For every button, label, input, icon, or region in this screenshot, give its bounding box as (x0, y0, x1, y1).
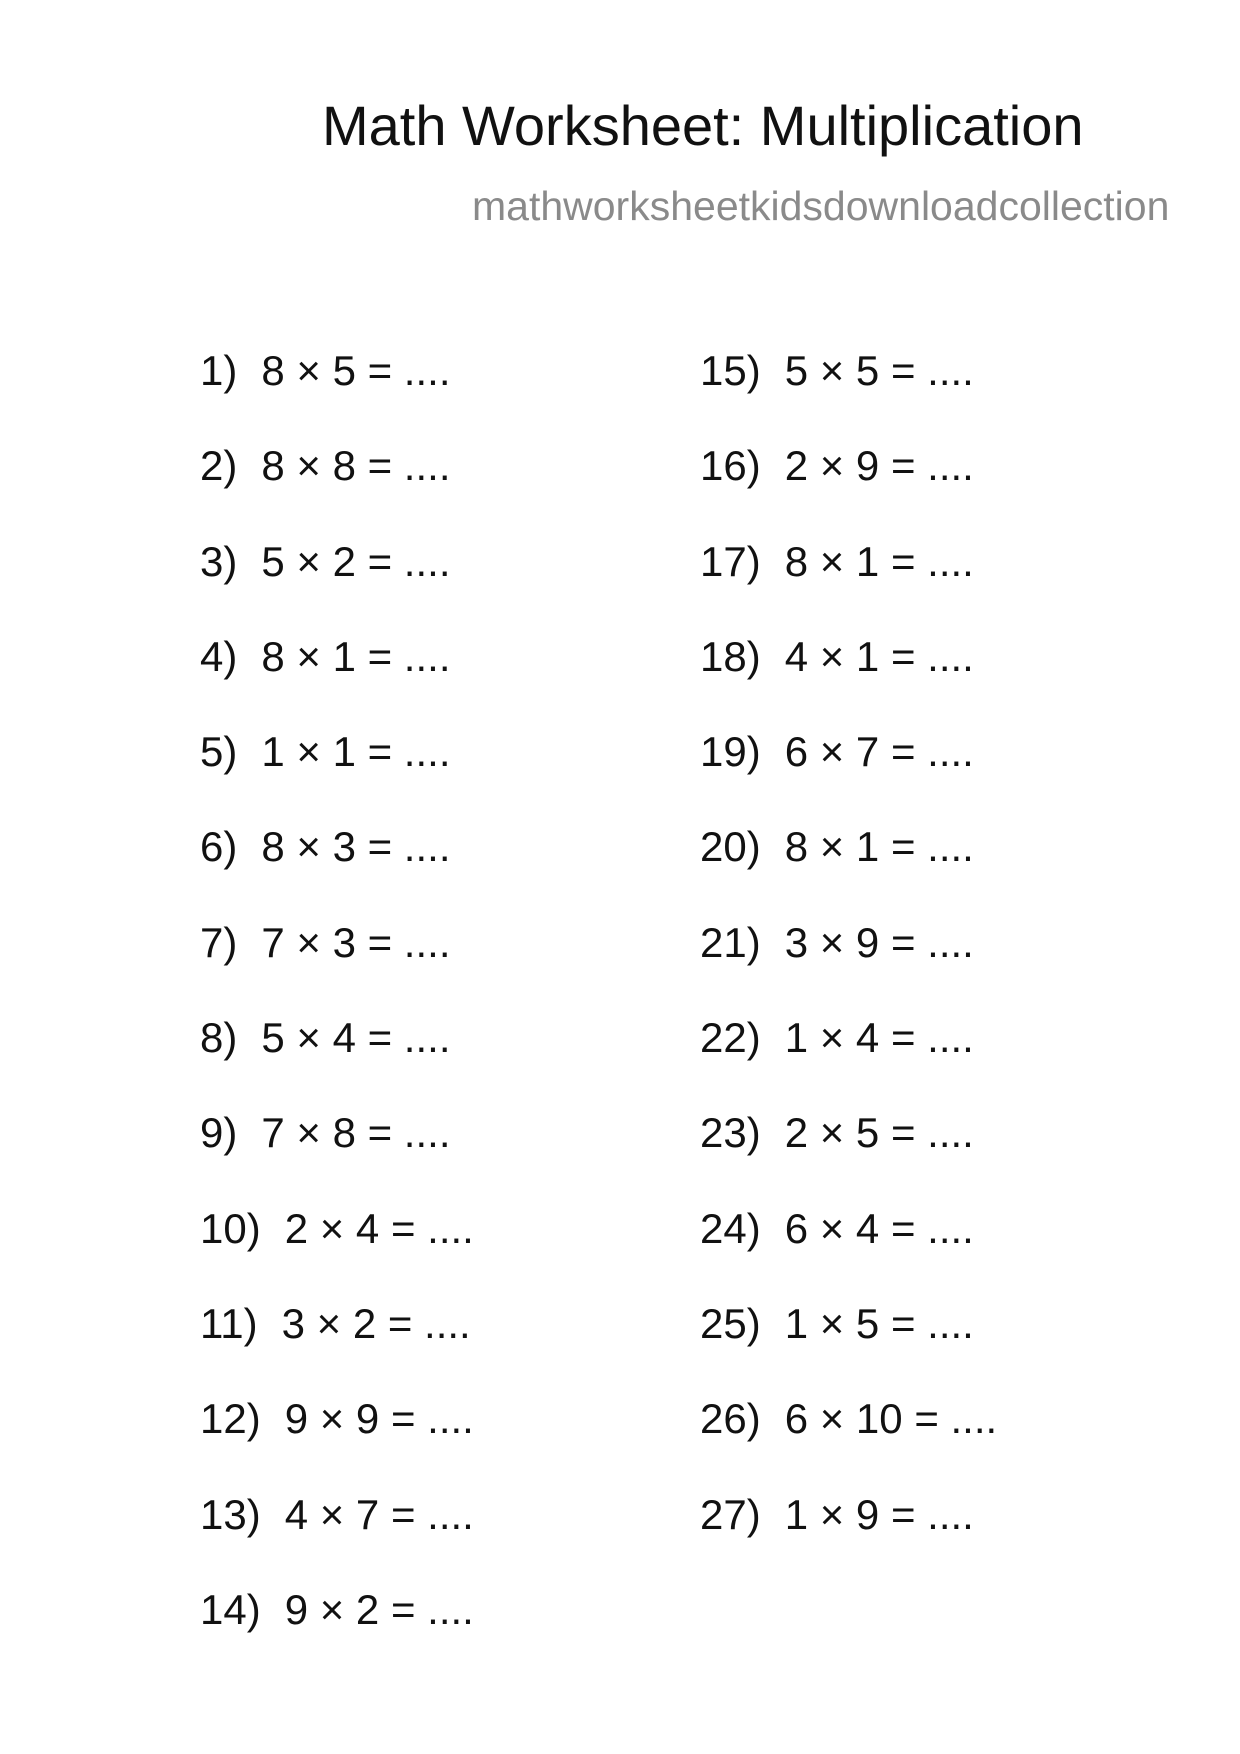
problem-number: 26) (700, 1395, 761, 1443)
problem-item (200, 1204, 474, 1303)
problem-number: 10) (200, 1204, 261, 1252)
problem-item (200, 918, 474, 1017)
problem-expression: 5 × 4 = .... (261, 1014, 451, 1062)
problem-number: 7) (200, 918, 238, 966)
problem-expression: 9 × 2 = .... (284, 1585, 474, 1633)
problem-number: 18) (700, 632, 761, 680)
problem-expression: 8 × 1 = .... (784, 537, 974, 585)
problem-expression: 3 × 2 = .... (281, 1299, 471, 1347)
problem-number: 11) (200, 1299, 258, 1347)
problem-item (700, 442, 997, 540)
problem-expression: 5 × 2 = .... (261, 537, 451, 585)
problem-expression: 8 × 3 = .... (261, 823, 451, 871)
problem-item (200, 632, 474, 731)
problem-expression: 2 × 5 = .... (784, 1109, 974, 1157)
problem-number: 14) (200, 1585, 261, 1633)
problem-number: 13) (200, 1490, 261, 1538)
problem-expression: 1 × 5 = .... (784, 1299, 974, 1347)
problem-number: 20) (700, 823, 761, 871)
problem-item (200, 1109, 474, 1207)
problem-column-right (700, 347, 998, 1589)
problem-item (200, 1014, 474, 1112)
problem-item (200, 823, 474, 921)
problem-number: 22) (700, 1014, 761, 1062)
problem-number: 5) (200, 728, 238, 776)
problem-item (700, 1204, 997, 1303)
problem-item (200, 537, 474, 636)
problem-item (700, 1490, 997, 1589)
problem-number: 16) (700, 442, 761, 490)
problem-number: 6) (200, 823, 238, 871)
problem-number: 12) (200, 1395, 261, 1443)
problem-expression: 6 × 4 = .... (784, 1204, 974, 1252)
problem-item (700, 537, 997, 636)
problem-item (700, 918, 997, 1017)
problem-item (700, 728, 997, 826)
problem-item (700, 1299, 997, 1398)
problem-expression: 2 × 9 = .... (784, 442, 974, 490)
problem-expression: 4 × 7 = .... (284, 1490, 474, 1538)
problem-item (200, 1299, 474, 1398)
problem-item (200, 442, 474, 540)
problem-expression: 6 × 7 = .... (784, 728, 974, 776)
problem-number: 8) (200, 1014, 238, 1062)
problem-number: 4) (200, 632, 238, 680)
problem-expression: 8 × 8 = .... (261, 442, 451, 490)
problem-number: 21) (700, 918, 761, 966)
problem-number: 2) (200, 442, 238, 490)
problem-number: 27) (700, 1490, 761, 1538)
problem-number: 23) (700, 1109, 761, 1157)
problem-expression: 1 × 1 = .... (261, 728, 451, 776)
problem-expression: 3 × 9 = .... (784, 918, 974, 966)
site-name: mathworksheetkidsdownloadcollection (472, 183, 1170, 229)
problem-expression: 1 × 9 = .... (784, 1490, 974, 1538)
problem-number: 15) (700, 347, 761, 394)
problem-item (200, 1395, 474, 1493)
problem-expression: 8 × 1 = .... (784, 823, 974, 871)
problem-item (700, 347, 997, 445)
problem-expression: 7 × 8 = .... (261, 1109, 451, 1157)
problem-item (200, 1490, 474, 1589)
problem-expression: 8 × 1 = .... (261, 632, 451, 680)
problem-expression: 2 × 4 = .... (284, 1204, 474, 1252)
problem-expression: 7 × 3 = .... (261, 918, 451, 966)
problem-number: 24) (700, 1204, 761, 1252)
problem-item (200, 347, 474, 445)
problem-item (700, 823, 997, 921)
problem-expression: 8 × 5 = .... (261, 347, 451, 394)
problem-number: 9) (200, 1109, 238, 1157)
problem-item (200, 1585, 474, 1684)
problem-item (700, 1109, 997, 1207)
problem-number: 19) (700, 728, 761, 776)
problem-item (700, 1014, 997, 1112)
problem-number: 3) (200, 537, 238, 585)
problem-item (700, 1395, 998, 1493)
problem-item (200, 728, 474, 826)
problem-expression: 4 × 1 = .... (784, 632, 974, 680)
problem-number: 25) (700, 1299, 761, 1347)
problem-number: 1) (200, 347, 238, 394)
problem-item (700, 632, 997, 731)
problem-expression: 1 × 4 = .... (784, 1014, 974, 1062)
page-title: Math Worksheet: Multiplication (322, 94, 1084, 157)
problem-number: 17) (700, 537, 761, 585)
problem-expression: 6 × 10 = .... (784, 1395, 998, 1443)
problem-expression: 5 × 5 = .... (784, 347, 974, 394)
problem-column-left (200, 347, 474, 1684)
problem-expression: 9 × 9 = .... (284, 1395, 474, 1443)
